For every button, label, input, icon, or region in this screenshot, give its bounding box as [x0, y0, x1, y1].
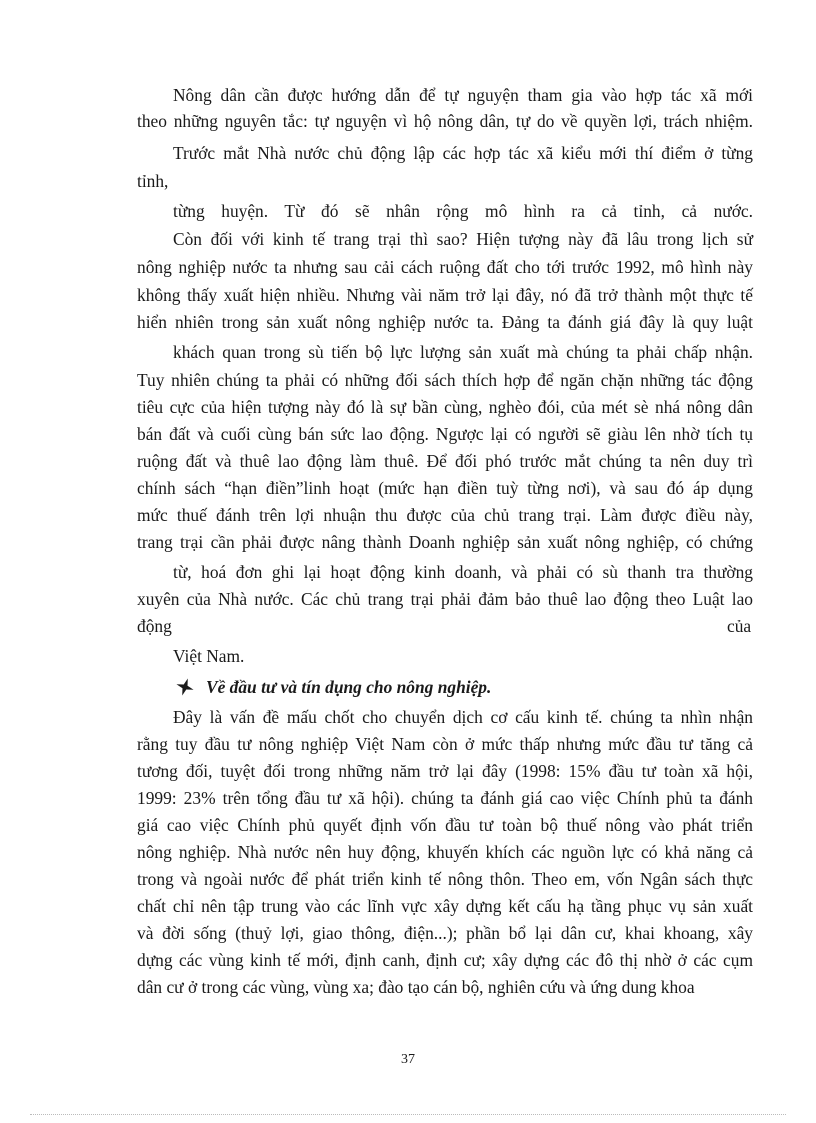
paragraph-line: mức thuế đánh trên lợi nhuận thu được của chủ trang trại. Làm được điều này, — [137, 505, 753, 525]
four-point-star-icon — [176, 676, 206, 698]
paragraph-line: chính sách “hạn điền”linh hoạt (mức hạn điền tuỳ từng nơi), và sau đó áp dụng — [137, 478, 753, 498]
paragraph-line: rằng tuy đầu tư nông nghiệp Việt Nam còn ở mức thấp nhưng mức đầu tư tăng cả — [137, 734, 753, 754]
paragraph-line: dựng các vùng kinh tế mới, định canh, định cư; xây dựng các đô thị nhờ ở các cụm — [137, 950, 753, 970]
paragraph-line: không thấy xuất hiện nhiều. Nhưng vài năm trở lại đây, nó đã trở thành một thực tế — [137, 285, 753, 305]
paragraph-line: và đời sống (thuỷ lợi, giao thông, điện...); phần bổ lại dân cư, khai khoang, xây — [137, 923, 753, 943]
paragraph-line: bán đất và cuối cùng bán sức lao động. Ngược lại có người sẽ giàu lên nhờ tích tụ — [137, 424, 753, 444]
paragraph-line: Nông dân cần được hướng dẫn để tự nguyện tham gia vào hợp tác xã mới — [173, 85, 753, 105]
paragraph-line: từ, hoá đơn ghi lại hoạt động kinh doanh, và phải có sù thanh tra thường — [173, 562, 753, 582]
section-heading — [176, 676, 491, 698]
section-heading-text: Về đầu tư và tín dụng cho nông nghiệp. — [206, 677, 492, 697]
paragraph-line: xuyên của Nhà nước. Các chủ trang trại phải đảm bảo thuê lao động theo Luật lao — [137, 589, 753, 609]
paragraph-line: ruộng đất và thuê lao động làm thuê. Để đối phó trước mắt chúng ta nên duy trì — [137, 451, 753, 471]
paragraph-line: Còn đối với kinh tế trang trại thì sao? Hiện tượng này đã lâu trong lịch sử — [173, 229, 753, 249]
paragraph-line: từng huyện. Từ đó sẽ nhân rộng mô hình ra cả tỉnh, cả nước. — [173, 201, 753, 221]
paragraph-line: Việt Nam. — [173, 646, 245, 666]
paragraph-line: hiển nhiên trong sản xuất nông nghiệp nước ta. Đảng ta đánh giá đây là quy luật — [137, 312, 753, 332]
paragraph-line: nông nghiệp. Nhà nước nên huy động, khuyến khích các nguồn lực có khả năng cả — [137, 842, 753, 862]
paragraph-line: động — [137, 616, 172, 636]
paragraph-line: của — [727, 616, 752, 636]
paragraph-line: nông nghiệp nước ta nhưng sau cải cách ruộng đất cho tới trước 1992, mô hình này — [137, 257, 753, 277]
paragraph-line: tiêu cực của hiện tượng này đó là sự bần cùng, nghèo đói, của mét sè nhá nông dân — [137, 397, 753, 417]
paragraph-line: theo những nguyên tắc: tự nguyện vì hộ nông dân, tự do về quyền lợi, trách nhiệm. — [137, 111, 753, 131]
paragraph-line: Tuy nhiên chúng ta phải có những đối sách thích hợp để ngăn chặn những tác động — [137, 370, 753, 390]
paragraph-line: khách quan trong sù tiến bộ lực lượng sản xuất mà chúng ta phải chấp nhận. — [173, 342, 753, 362]
paragraph-line: dân cư ở trong các vùng, vùng xa; đào tạo cán bộ, nghiên cứu và ứng dung khoa — [137, 977, 695, 997]
paragraph-line: tỉnh, — [137, 171, 169, 191]
paragraph-line: tương đối, tuyệt đối trong những năm trở lại đây (1998: 15% đầu tư toàn xã hội, — [137, 761, 753, 781]
paragraph-line: giá cao việc Chính phủ quyết định vốn đầu tư toàn bộ thuế nông vào phát triển — [137, 815, 753, 835]
page-number: 37 — [401, 1052, 415, 1067]
paragraph-line: chất chỉ nên tập trung vào các lĩnh vực xây dựng kết cấu hạ tầng phục vụ sản xuất — [137, 896, 753, 916]
paragraph-line: trang trại cần phải được nâng thành Doanh nghiệp sản xuất nông nghiệp, có chứng — [137, 532, 753, 552]
paragraph-line: trong và ngoài nước để phát triển kinh tế nông thôn. Theo em, vốn Ngân sách thực — [137, 869, 753, 889]
page-bottom-divider — [30, 1114, 786, 1115]
paragraph-line: 1999: 23% trên tổng đầu tư xã hội). chúng ta đánh giá cao việc Chính phủ ta đánh — [137, 788, 753, 808]
paragraph-line: Đây là vấn đề mấu chốt cho chuyển dịch cơ cấu kinh tế. chúng ta nhìn nhận — [173, 707, 753, 727]
paragraph-line: Trước mắt Nhà nước chủ động lập các hợp tác xã kiểu mới thí điểm ở từng — [173, 143, 753, 163]
